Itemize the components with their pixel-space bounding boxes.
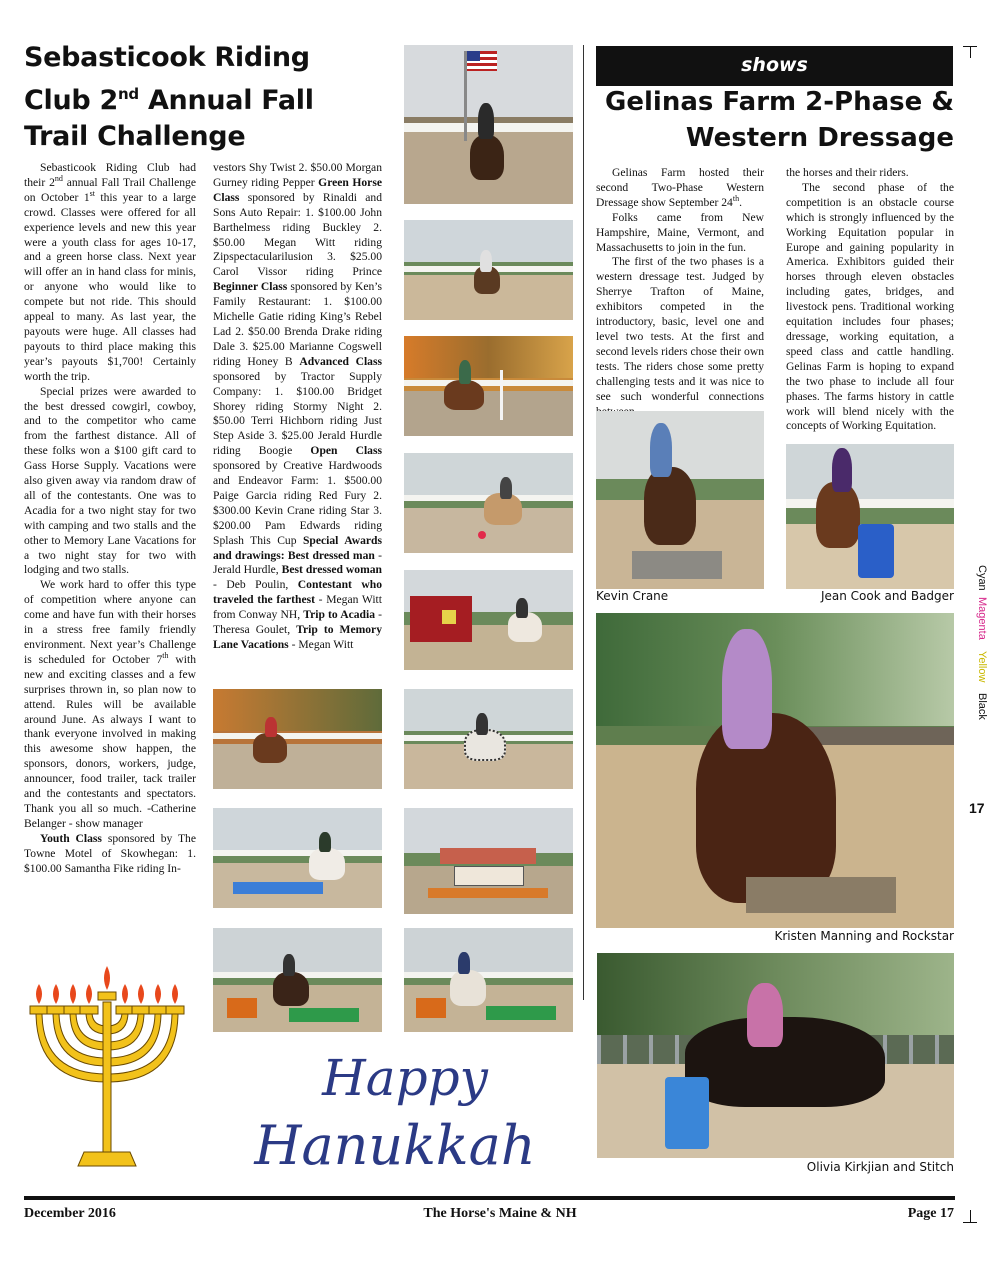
photo-group-sign: [404, 808, 573, 914]
text: We work hard to offer this type of competition where anyone can come and have fun with their horses in a stress free family friendly environment. Next year’s Challenge is scheduled for October 7: [24, 578, 196, 666]
text-sup: th: [732, 193, 740, 203]
title-line: Sebasticook Riding: [24, 42, 310, 73]
text-sup: nd: [54, 174, 63, 184]
text-sup: st: [89, 188, 95, 198]
title-line: Gelinas Farm 2-Phase &: [605, 87, 954, 117]
text: - Megan Witt from Conway NH,: [213, 593, 382, 622]
crop-mark-bottom-stem: [970, 1210, 971, 1222]
photo-kevin-crane: [596, 411, 764, 589]
photo-olivia-kirkjian: [597, 953, 954, 1158]
right-article-column-1: [596, 166, 764, 419]
text: - Deb Poulin,: [213, 578, 298, 592]
text: - Megan Witt: [288, 638, 354, 651]
greeting-happy: Happy: [322, 1049, 488, 1107]
photo-jean-cook: [786, 444, 954, 589]
paragraph: Special prizes were awarded to the best dressed cowgirl, cowboy, and to the competitor who came from the farthest distance. All of these folks won a $100 gift card to Gass Horse Supply. Vacations were also given away via random draw of all of the contestants. One was to Acadia for a two night stay for two with camping and two stalls and the other to Memory Lane Vacations for a two night stay for two with lodging and two stalls.: [24, 384, 196, 577]
color-cyan-label: Cyan: [976, 565, 988, 591]
menorah-icon: [26, 962, 188, 1172]
left-article-column-1: [24, 161, 196, 877]
paragraph: [24, 832, 196, 877]
text: with new and exciting classes and a few surprises thrown in, so plan now to attend. Rules will be available around June. As always I want to thank everyone involved in making this awesome show happen, the sponsors, donors, workers, judge, announcer, food trailer, tack trailer and the contestants and spectators. Thank you all so much. -Catherine Belanger - show manager: [24, 652, 196, 830]
paragraph: [24, 578, 196, 831]
color-registration-strip: [960, 565, 992, 735]
title-line: [24, 76, 354, 119]
caption-jean-cook: Jean Cook and Badger: [820, 589, 954, 603]
title-part: Annual Fall: [138, 85, 314, 116]
text: - Theresa Goulet,: [213, 608, 382, 637]
photo-red-barn: [404, 570, 573, 670]
photo-bridge-obstacle-2: [404, 928, 573, 1032]
paragraph: The second phase of the competition is an obstacle course which is strongly influenced by the Working Equitation popular in Europe and gaining popularity in America. Exhibitors guided their horses through eleven obstacles including gates, bridges, and livestock pens. Traditional working equitation includes four phases; dressage, working equitation, a speed class and cattle handling. Gelinas Farm is hoping to expand the two phase to include all four phases. The farms history in cattle work will blend nicely with the concepts of Working Equitation.: [786, 180, 954, 433]
paragraph: Folks came from New Hampshire, Maine, Vermont, and Massachusetts to join in the fun.: [596, 210, 764, 254]
footer-rule: [24, 1196, 955, 1200]
text-sup: th: [162, 651, 169, 661]
caption-kristen-manning: Kristen Manning and Rockstar: [774, 929, 954, 943]
photo-rider-arena-1: [404, 220, 573, 320]
column-divider: [583, 45, 584, 1000]
paragraph: the horses and their riders.: [786, 166, 909, 179]
crop-mark-bottom: [963, 1222, 977, 1223]
text: Gelinas Farm hosted their second Two-Phase Western Dressage show September 24: [596, 166, 764, 209]
bold-text: Special Awards and drawings: Best dressed man: [213, 533, 382, 562]
bold-text: Beginner Class: [213, 280, 288, 294]
right-article-title: [596, 84, 954, 156]
caption-olivia-kirkjian: Olivia Kirkjian and Stitch: [806, 1160, 954, 1174]
paragraph: [24, 161, 196, 385]
title-line: Trail Challenge: [24, 121, 246, 152]
photo-bridge-obstacle-1: [213, 928, 382, 1032]
greeting-hanukkah: Hanukkah: [254, 1114, 536, 1177]
text: sponsored by Rinaldi and Sons Auto Repair: 1. $100.00 John Barthelmess riding Buckley 2. $50.00 Megan Witt riding Zipspectacularilusion 3. $25.00 Carol Vissor riding Prince: [213, 190, 382, 279]
photo-appaloosa: [404, 689, 573, 789]
text: sponsored by Ken’s Family Restaurant: 1. $100.00 Michelle Gatie riding King’s Rebel Lad 2. $50.00 Brenda Drake riding Dale 3. $25.00 Marianne Cogswell riding Honey B: [213, 280, 383, 368]
bold-text: Contestant who traveled the farthest: [213, 578, 382, 607]
bold-text: Youth Class: [40, 831, 102, 845]
right-article-column-2: [786, 166, 954, 434]
photo-flag-rider: [404, 45, 573, 204]
paragraph: [596, 166, 764, 211]
photo-rider-balls: [404, 453, 573, 553]
text: annual Fall Trail Challenge on October 1: [24, 175, 197, 204]
text: .: [739, 195, 742, 209]
text: Sebasticook Riding Club had their 2: [24, 161, 196, 189]
text: sponsored by The Towne Motel of Skowhegan: 1. $100.00 Samantha Fike riding In-: [24, 831, 196, 875]
photo-blue-tarp: [213, 808, 382, 908]
text: vestors Shy Twist 2. $50.00 Morgan Gurney riding Pepper: [213, 161, 382, 189]
footer-publication: The Horse's Maine & NH: [423, 1206, 577, 1221]
paragraph: [213, 161, 382, 653]
color-black-label: Black: [976, 693, 988, 720]
left-article-column-2: [213, 161, 382, 653]
title-part: Club 2: [24, 85, 119, 116]
section-header-shows: shows: [596, 46, 953, 86]
crop-mark-top-stem: [970, 46, 971, 58]
bold-text: Green Horse Class: [213, 175, 382, 204]
title-line: Western Dressage: [685, 123, 954, 153]
paragraph: The first of the two phases is a western dressage test. Judged by Sherrye Trafton of Maine, exhibitors competed in the introductory, basic, level one and level two tests. At the first and second levels riders chose their own tests. The riders chose some pretty challenging tests and it was nice to see such wonderful connections: [596, 255, 764, 403]
text: sponsored by Tractor Supply Company: 1. $100.00 Bridget Shorey riding Stormy Night 2. $50.00 Terri Hichborn riding Just Step Aside 3. $25.00 Jerald Hurdle riding Boogie: [213, 369, 382, 458]
title-sup: nd: [118, 85, 139, 103]
side-page-number: 17: [969, 800, 985, 816]
bold-text: Trip to Acadia: [303, 608, 375, 622]
color-magenta-label: Magenta: [976, 597, 988, 640]
text: this year to a large crowd. Classes were offered for all experience levels and new this year were a youth class for ages 10-17, and a green horse class. Next year will offer an in hand class for minis, or anyone who would like to compete but not ride. This should appeal to many. As last year, the payouts were huge. All classes had payouts to third place making this year’s payouts $1,700! Certainly worth the trip.: [24, 190, 196, 383]
bold-text: Trip to Memory Lane Vacations: [213, 623, 382, 651]
footer-page: Page 17: [907, 1206, 954, 1221]
left-article-title: [24, 40, 354, 155]
photo-kristen-manning: [596, 613, 954, 928]
text: sponsored by Creative Hardwoods and Endeavor Farm: 1. $500.00 Paige Garcia riding Red Fury 2. $300.00 Kevin Crane riding Star 3. $200.00 Pam Edwards riding Splash This Cup: [213, 459, 382, 547]
bold-text: Advanced Class: [299, 354, 383, 368]
photo-rider-arena-2: [213, 689, 382, 789]
photo-rider-poles: [404, 336, 573, 436]
caption-kevin-crane: Kevin Crane: [596, 589, 669, 603]
bold-text: Open Class: [310, 444, 383, 458]
text: - Jerald Hurdle,: [213, 548, 382, 577]
color-yellow-label: Yellow: [976, 651, 988, 683]
footer-date: December 2016: [24, 1206, 116, 1221]
bold-text: Best dressed woman: [281, 563, 382, 577]
